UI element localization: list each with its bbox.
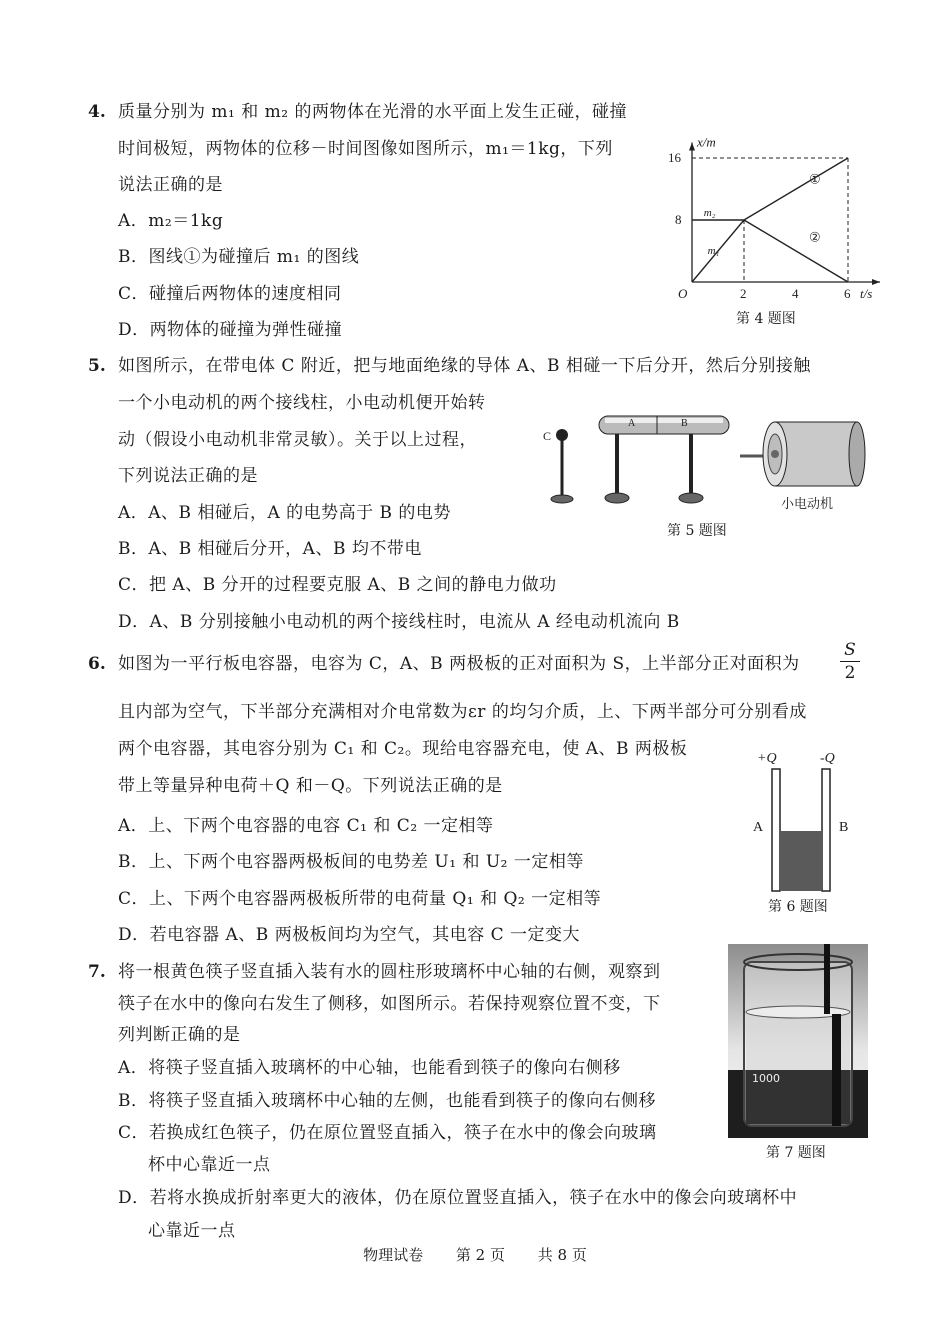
label-plus-q: +Q — [757, 751, 777, 766]
annotation-m1: m₁ — [707, 245, 720, 258]
label-plate-b: B — [839, 820, 849, 835]
q5-stem-line-1: 如图所示，在带电体 C 附近，把与地面绝缘的导体 A、B 相碰一下后分开，然后分别接触 — [118, 356, 811, 376]
q5-stem-line-4: 下列说法正确的是 — [118, 466, 258, 486]
series-line-4 — [744, 220, 848, 282]
plate-b — [822, 769, 830, 891]
q5-apparatus-figure — [535, 404, 875, 514]
q7-stem-line-3: 列判断正确的是 — [118, 1025, 241, 1045]
q4-caption: 第 4 题图 — [736, 311, 796, 327]
q6-option-a: A．上、下两个电容器的电容 C₁ 和 C₂ 一定相等 — [118, 816, 494, 836]
annotation-line-2: ② — [809, 229, 821, 245]
q7-option-c-line-2: 杯中心靠近一点 — [148, 1155, 271, 1175]
label-b: B — [681, 418, 688, 429]
series-line-3 — [744, 158, 848, 220]
motor-label: 小电动机 — [781, 497, 834, 512]
q5-stem-line-2: 一个小电动机的两个接线柱，小电动机便开始转 — [118, 393, 486, 413]
label-c: C — [543, 429, 552, 443]
q4-option-c: C．碰撞后两物体的速度相同 — [118, 284, 342, 304]
q4-stem-line-1: 质量分别为 m₁ 和 m₂ 的两物体在光滑的水平面上发生正碰，碰撞 — [118, 102, 627, 122]
q6-stem-line-1: 如图为一平行板电容器，电容为 C，A、B 两极板的正对面积为 S，上半部分正对面积为 — [118, 654, 800, 674]
charged-body-c — [543, 429, 573, 503]
q4-stem-line-3: 说法正确的是 — [118, 175, 223, 195]
q6-capacitor-figure — [745, 745, 865, 895]
page-footer — [0, 1244, 950, 1265]
q4-xt-graph — [660, 112, 873, 312]
q6-stem-line-4: 带上等量异种电荷＋Q 和－Q。下列说法正确的是 — [118, 776, 503, 796]
x-axis-arrow — [872, 279, 880, 285]
fraction-numerator: S — [840, 639, 860, 662]
footer-total: 共 8 页 — [537, 1246, 587, 1264]
annotation-line-1: ① — [809, 171, 821, 187]
q7-number: 7. — [88, 962, 106, 982]
q5-option-c: C．把 A、B 分开的过程要克服 A、B 之间的静电力做功 — [118, 575, 557, 595]
x-tick-label: 4 — [792, 286, 799, 301]
q5-option-d: D．A、B 分别接触小电动机的两个接线柱时，电流从 A 经电动机流向 B — [118, 612, 680, 632]
q6-stem-line-2: 且内部为空气，下半部分充满相对介电常数为εr 的均匀介质，上、下两半部分可分别看成 — [118, 702, 807, 722]
x-axis-label: t/s — [860, 286, 873, 301]
fraction-denominator: 2 — [844, 663, 856, 683]
annotation-m2: m₂ — [703, 207, 716, 220]
plate-a — [772, 769, 780, 891]
q4-option-d: D．两物体的碰撞为弹性碰撞 — [118, 320, 343, 340]
origin-label: O — [678, 286, 688, 301]
chopstick-image — [832, 1014, 841, 1126]
q4-option-a: A．m₂＝1kg — [118, 211, 224, 231]
q6-number: 6. — [88, 654, 106, 674]
q4-stem-line-2: 时间极短，两物体的位移－时间图像如图所示，m₁＝1kg，下列 — [118, 139, 613, 159]
q6-stem-line-3: 两个电容器，其电容分别为 C₁ 和 C₂。现给电容器充电，使 A、B 两极板 — [118, 739, 688, 759]
q5-stem-line-3: 动（假设小电动机非常灵敏）。关于以上过程， — [118, 430, 477, 450]
q7-option-c-line-1: C．若换成红色筷子，仍在原位置竖直插入，筷子在水中的像会向玻璃 — [118, 1123, 657, 1143]
chopstick — [824, 944, 830, 1014]
q5-number: 5. — [88, 356, 106, 376]
q6-option-d: D．若电容器 A、B 两极板间均为空气，其电容 C 一定变大 — [118, 925, 581, 945]
label-plate-a: A — [753, 820, 764, 835]
q6-caption: 第 6 题图 — [768, 899, 828, 915]
label-minus-q: -Q — [820, 751, 835, 766]
x-tick-label: 6 — [844, 286, 851, 301]
footer-subject: 物理试卷 — [363, 1246, 424, 1264]
y-axis-arrow — [689, 143, 695, 151]
q7-glass-photo — [728, 944, 868, 1138]
y-axis-label: x/m — [697, 134, 716, 150]
glass-marking: 1000 — [752, 1072, 780, 1085]
q6-option-b: B．上、下两个电容器两极板间的电势差 U₁ 和 U₂ 一定相等 — [118, 852, 584, 872]
y-tick-label: 8 — [675, 212, 682, 227]
y-tick-label: 16 — [668, 150, 681, 165]
q6-fraction — [840, 639, 860, 684]
q5-option-a: A．A、B 相碰后，A 的电势高于 B 的电势 — [118, 503, 451, 523]
dielectric-medium — [780, 831, 822, 891]
x-tick-label: 2 — [740, 286, 747, 301]
q7-option-d-line-2: 心靠近一点 — [148, 1221, 236, 1241]
q4-number: 4. — [88, 102, 106, 122]
small-motor — [740, 422, 865, 512]
q7-option-b: B．将筷子竖直插入玻璃杯中心轴的左侧，也能看到筷子的像向右侧移 — [118, 1091, 656, 1111]
q7-option-a: A．将筷子竖直插入玻璃杯的中心轴，也能看到筷子的像向右侧移 — [118, 1058, 621, 1078]
q7-stem-line-2: 筷子在水中的像向右发生了侧移，如图所示。若保持观察位置不变，下 — [118, 994, 661, 1014]
q7-stem-line-1: 将一根黄色筷子竖直插入装有水的圆柱形玻璃杯中心轴的右侧，观察到 — [118, 962, 661, 982]
q7-option-d-line-1: D．若将水换成折射率更大的液体，仍在原位置竖直插入，筷子在水中的像会向玻璃杯中 — [118, 1188, 798, 1208]
q5-caption: 第 5 题图 — [667, 523, 727, 539]
label-a: A — [628, 418, 636, 429]
footer-page: 第 2 页 — [455, 1246, 505, 1264]
conductor-ab — [599, 416, 729, 503]
q7-caption: 第 7 题图 — [766, 1145, 826, 1161]
q6-option-c: C．上、下两个电容器两极板所带的电荷量 Q₁ 和 Q₂ 一定相等 — [118, 889, 602, 909]
q5-option-b: B．A、B 相碰后分开，A、B 均不带电 — [118, 539, 422, 559]
q4-option-b: B．图线①为碰撞后 m₁ 的图线 — [118, 247, 360, 267]
